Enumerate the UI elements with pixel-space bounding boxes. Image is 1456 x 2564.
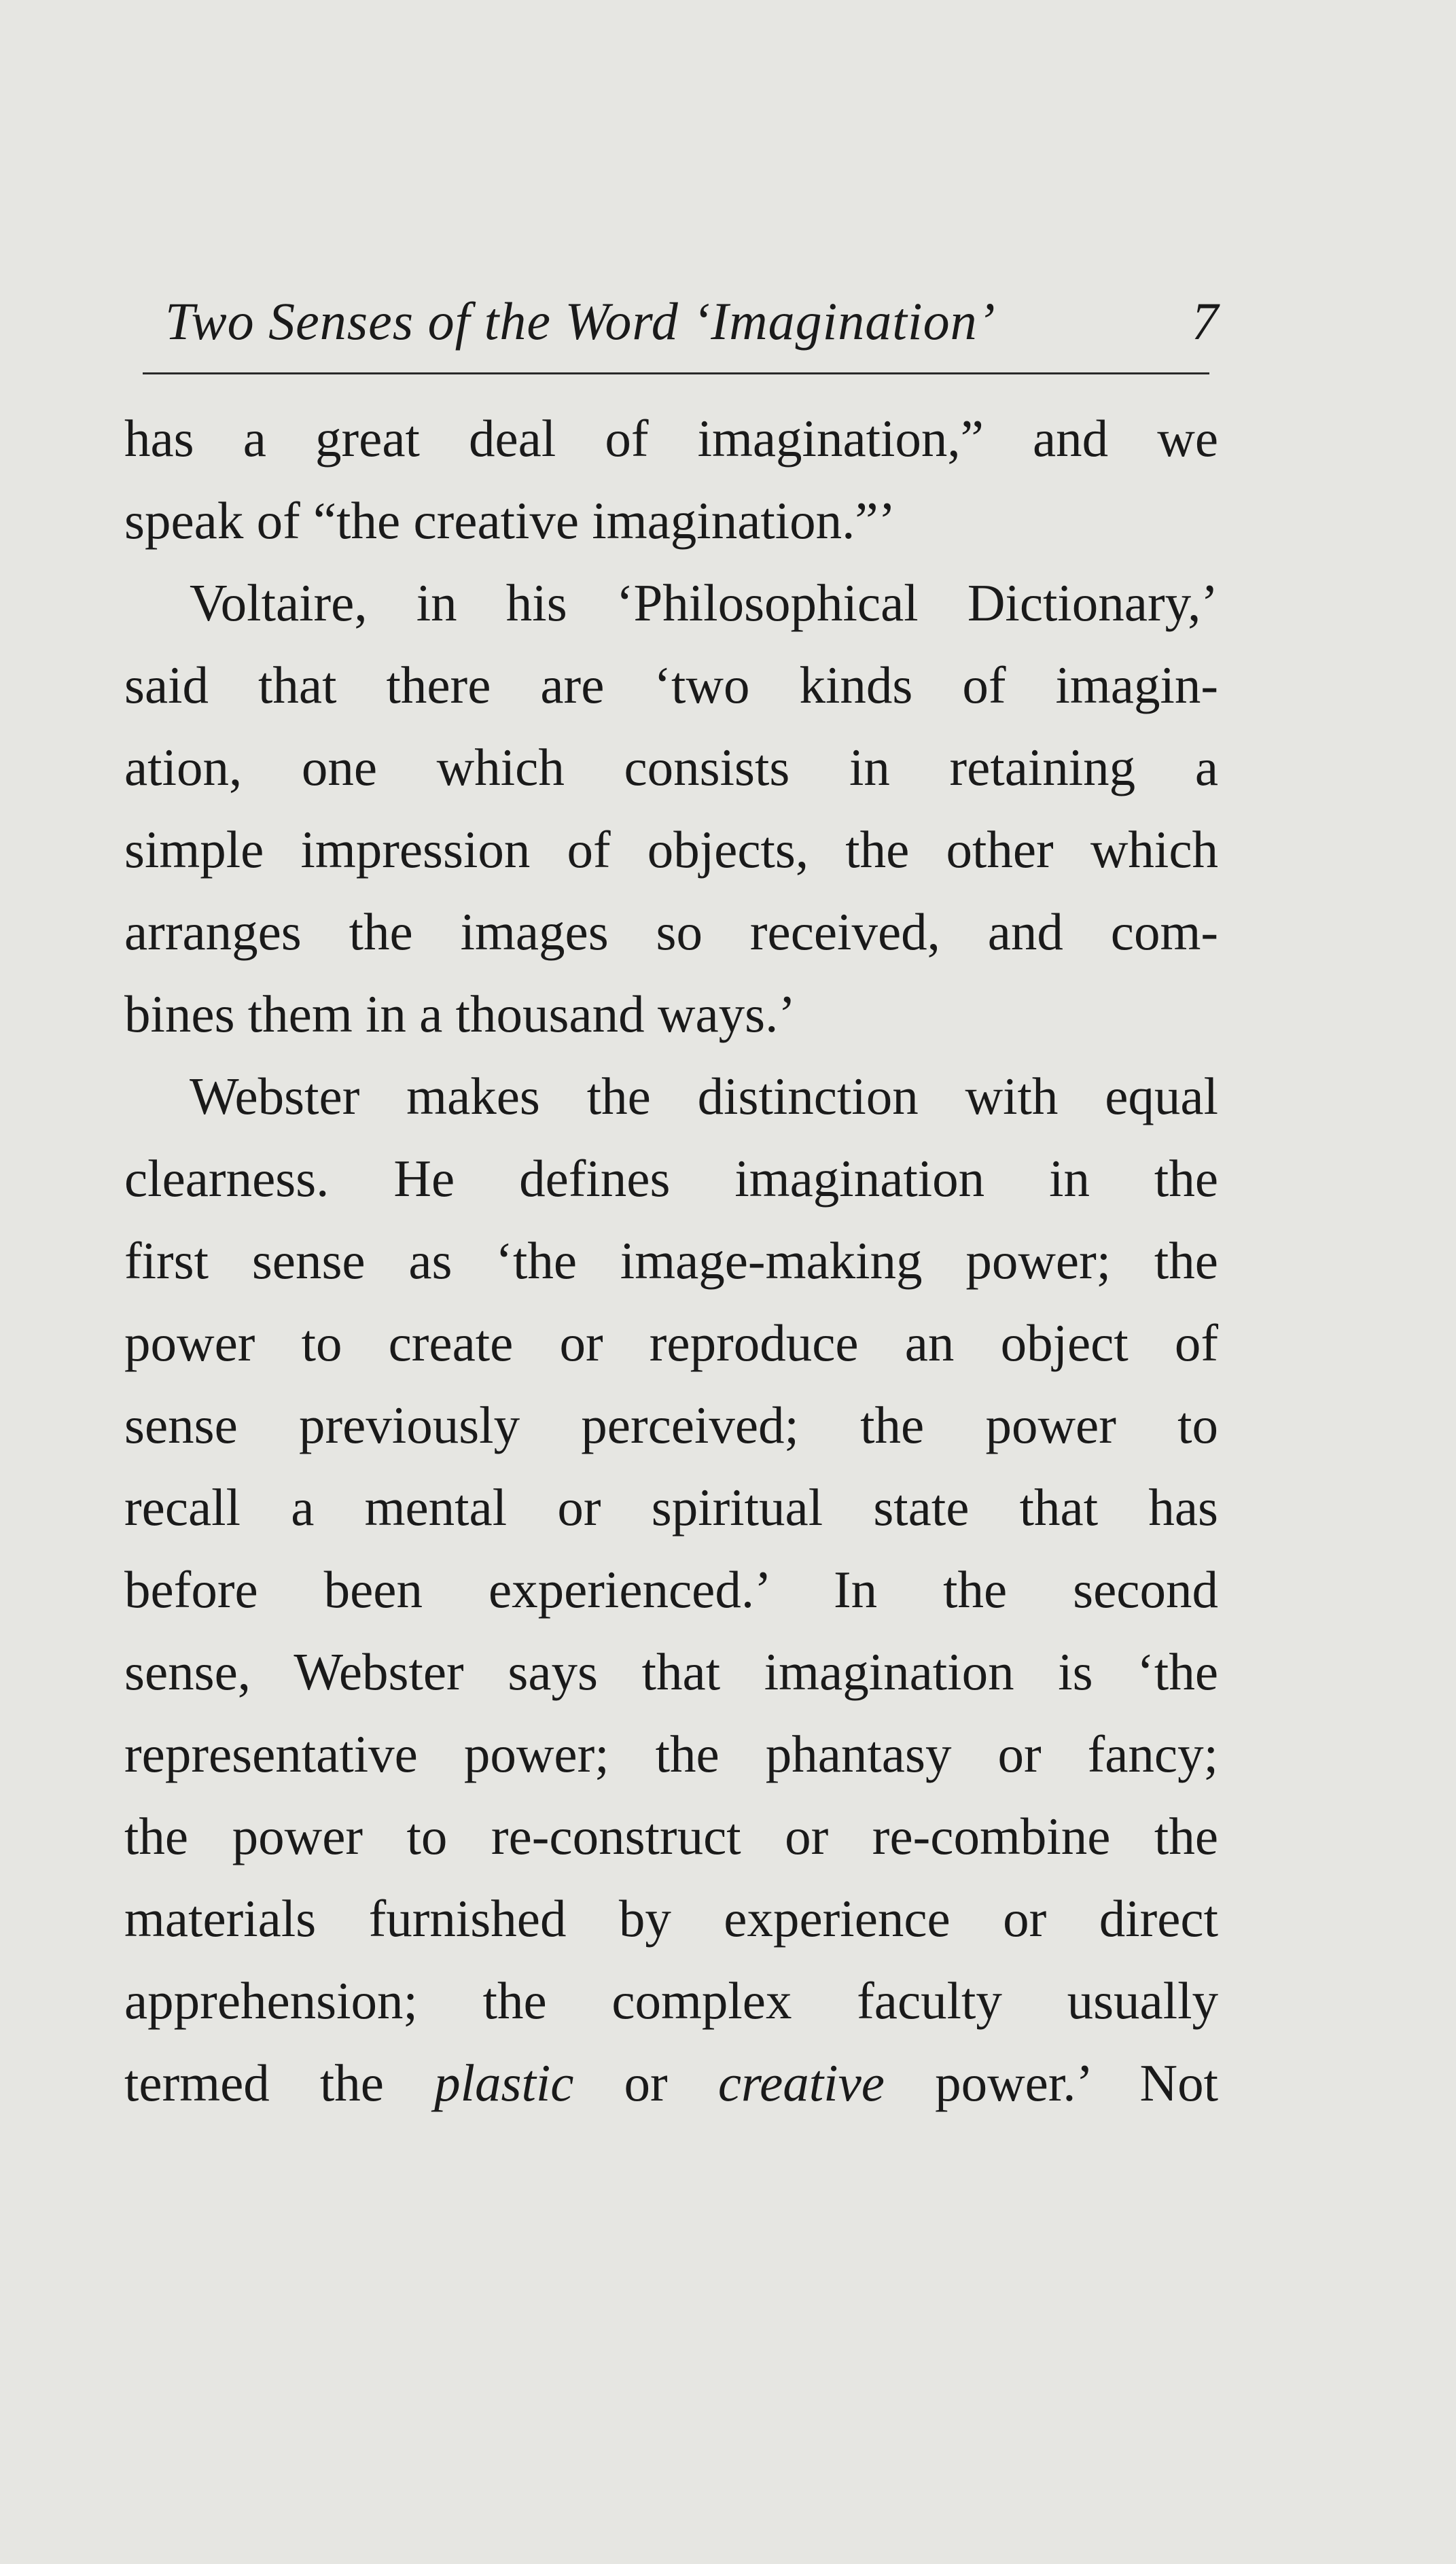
text-segment: or <box>624 2054 668 2112</box>
running-title: Two Senses of the Word ‘Imagination’ <box>165 292 996 351</box>
text-line: said that there are ‘two kinds of imagin- <box>124 656 1218 714</box>
text-line: speak of “the creative imagination.”’ <box>124 491 896 550</box>
text-line-last <box>124 2042 1218 2124</box>
body-text <box>124 398 1218 2124</box>
text-line: before been experienced.’ In the second <box>124 1560 1218 1619</box>
text-line: ation, one which consists in retaining a <box>124 738 1218 796</box>
text-segment: termed the <box>124 2054 384 2112</box>
text-line: first sense as ‘the image-making power; the <box>124 1231 1218 1290</box>
text-line: sense previously perceived; the power to <box>124 1396 1218 1454</box>
text-line: Voltaire, in his ‘Philosophical Dictionary,’ <box>190 574 1218 632</box>
text-line: recall a mental or spiritual state that has <box>124 1478 1218 1536</box>
text-line: materials furnished by experience or direct <box>124 1889 1218 1948</box>
text-segment: power.’ Not <box>935 2054 1219 2112</box>
text-line: clearness. He defines imagination in the <box>124 1149 1218 1208</box>
text-line: the power to re-construct or re-combine the <box>124 1807 1218 1865</box>
text-line: apprehension; the complex faculty usually <box>124 1971 1218 2030</box>
text-line: Webster makes the distinction with equal <box>190 1067 1218 1125</box>
header-rule <box>143 372 1209 374</box>
text-line: sense, Webster says that imagination is ‘the <box>124 1643 1218 1701</box>
italic-term-creative: creative <box>717 2054 885 2112</box>
text-line: bines them in a thousand ways.’ <box>124 985 796 1043</box>
italic-term-plastic: plastic <box>434 2054 574 2112</box>
text-line: simple impression of objects, the other which <box>124 820 1218 879</box>
text-line: has a great deal of imagination,” and we <box>124 409 1218 468</box>
text-line: representative power; the phantasy or fancy; <box>124 1725 1218 1783</box>
page-number: 7 <box>1192 292 1218 351</box>
running-head <box>124 284 1218 359</box>
text-line: arranges the images so received, and com- <box>124 902 1218 961</box>
text-line: power to create or reproduce an object of <box>124 1314 1218 1372</box>
